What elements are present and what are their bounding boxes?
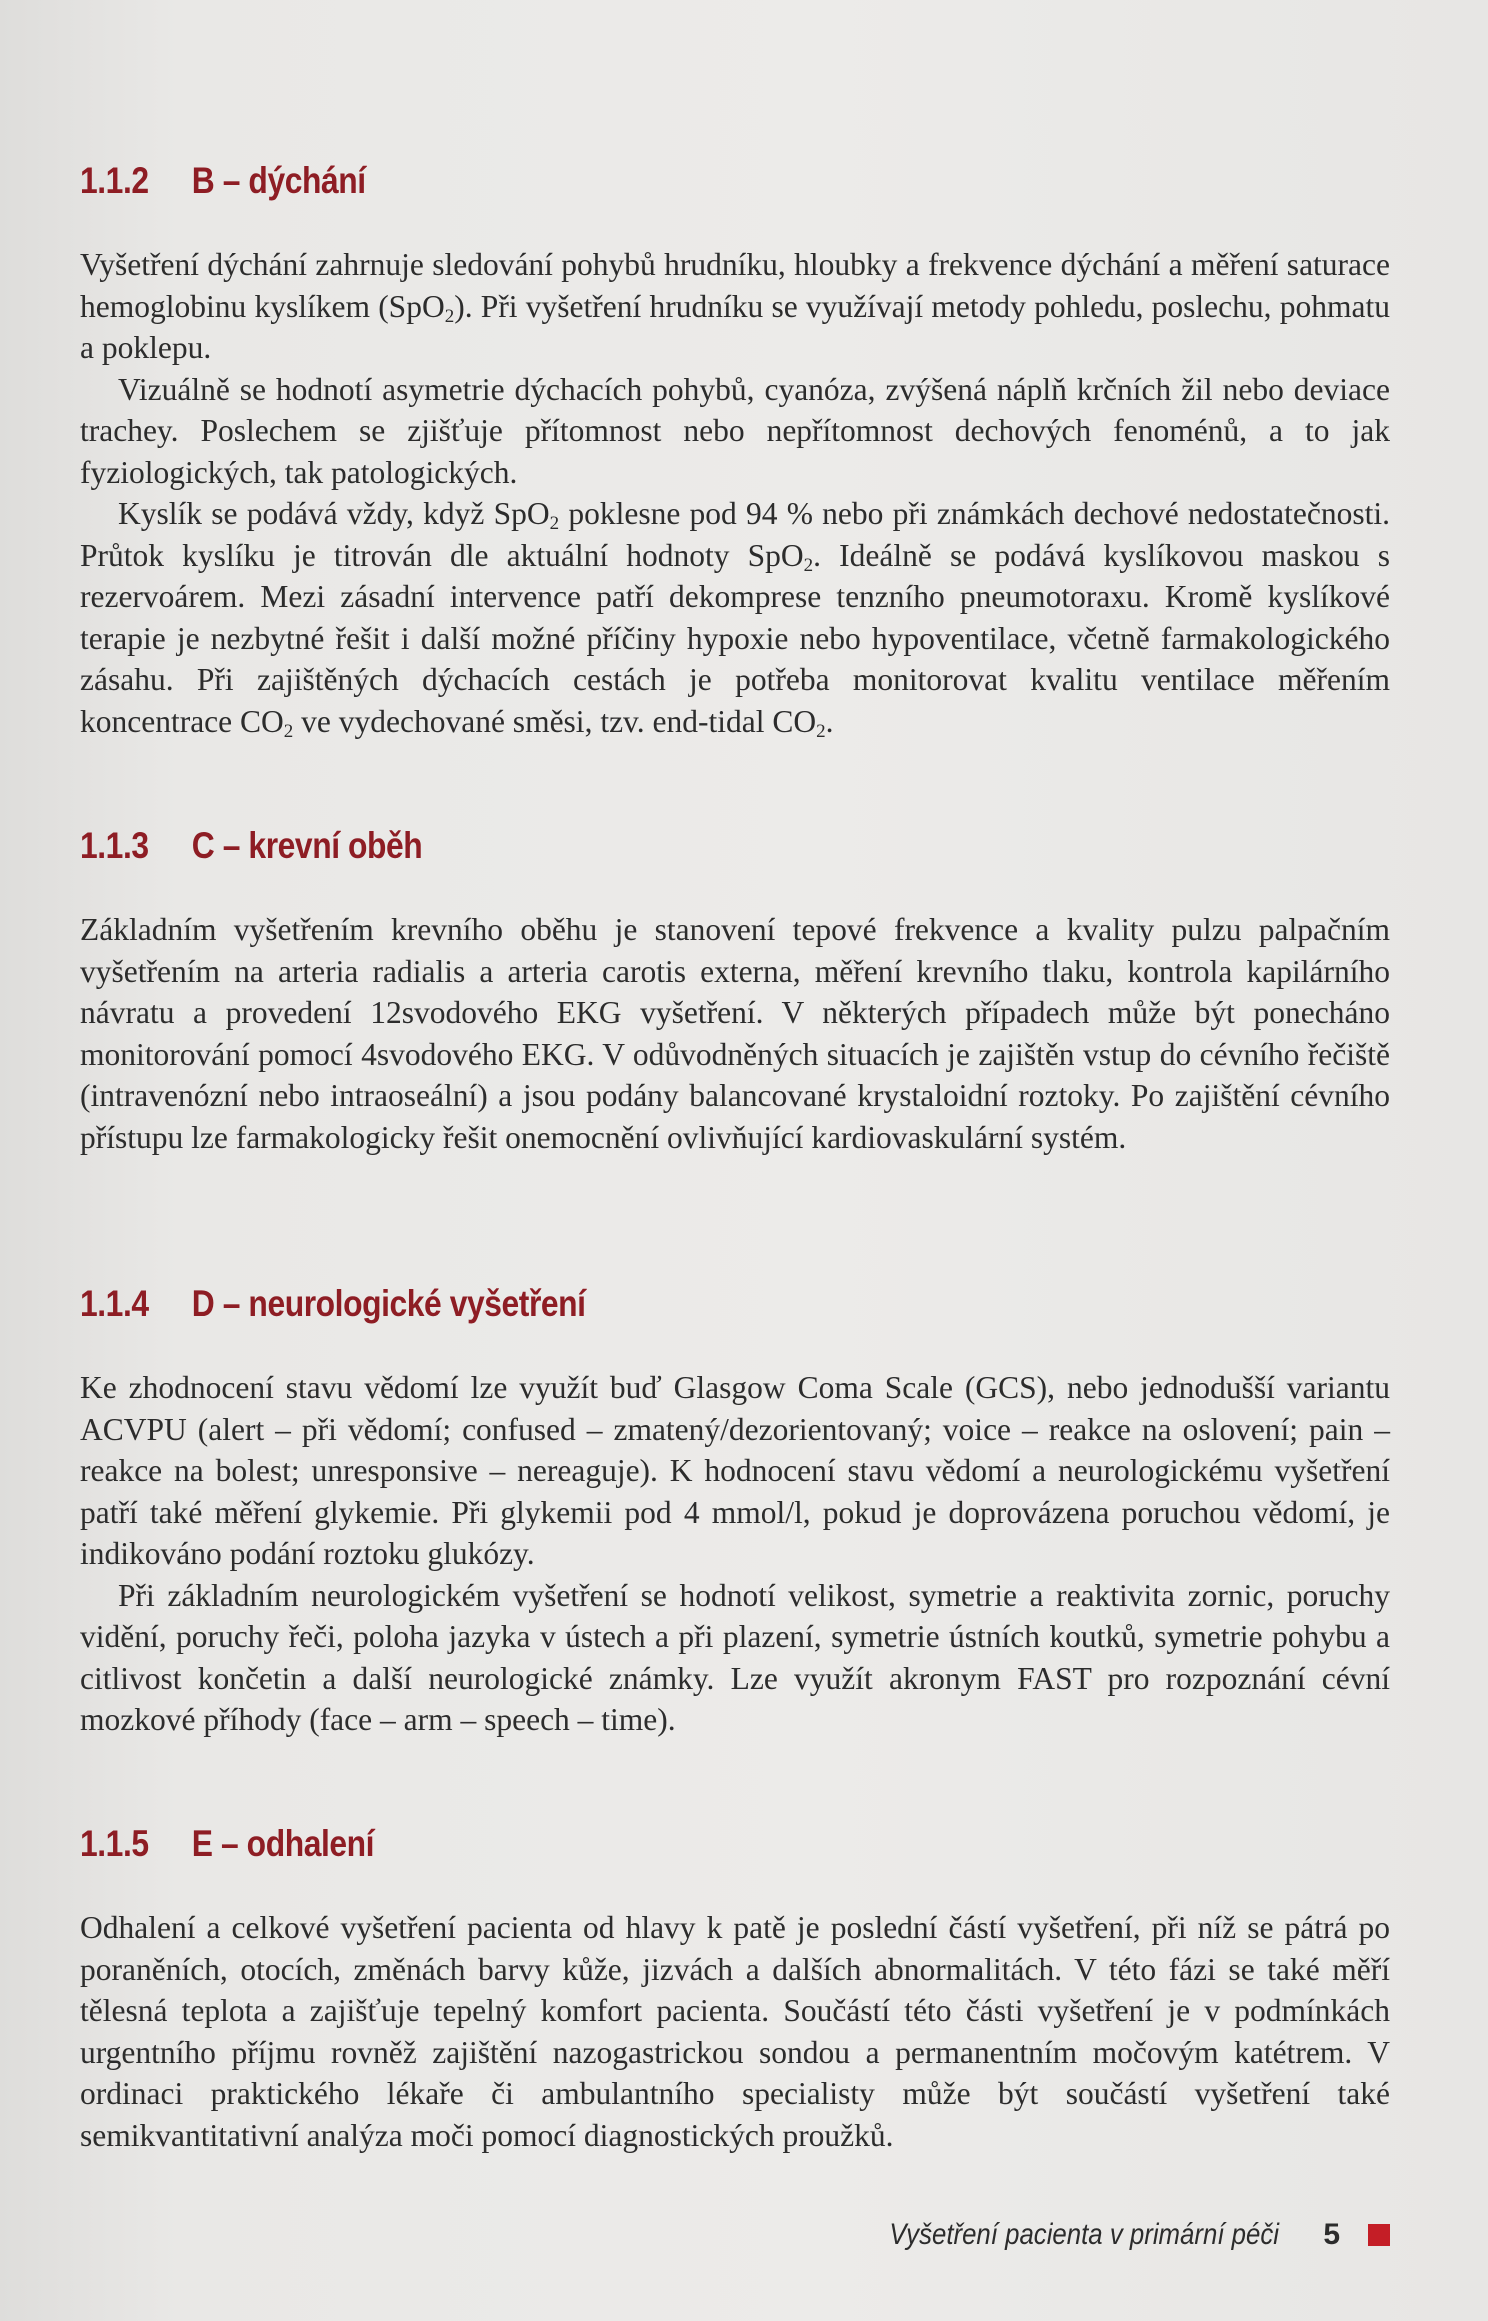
page-footer [600,2218,1390,2252]
section-exposure [80,1823,1390,2156]
section-title: E – odhalení [191,1823,375,1864]
page-number: 5 [1323,2218,1340,2251]
paragraph: Základním vyšetřením krevního oběhu je stanovení tepové frekvence a kvality pulzu palpačním vyšetřením na arteria radialis a arteria carotis externa, měření krevního tlaku, kontrola kapilárního návratu a provedení 12svodového EKG vyšetření. V některých případech může být ponecháno monitorování pomocí 4svodového EKG. V odůvodněných situacích je zajištěn vstup do cévního řečiště (intravenózní nebo intraoseální) a jsou podány balancované krystaloidní roztoky. Po zajištění cévního přístupu lze farmakologicky řešit onemocnění ovlivňující kardiovaskulární systém. [80,912,1390,1155]
section-breathing [80,160,1390,742]
paragraph: Při základním neurologickém vyšetření se hodnotí velikost, symetrie a reaktivita zornic, poruchy vidění, poruchy řeči, poloha jazyka v ústech a při plazení, symetrie ústních koutků, symetrie pohybu a citlivost končetin a další neurologické známky. Lze využít akronym FAST pro rozpoznání cévní mozkové příhody (face – arm – speech – time). [80,1577,1390,1737]
paragraph: Vizuálně se hodnotí asymetrie dýchacích pohybů, cyanóza, zvýšená náplň krčních žil nebo deviace trachey. Poslechem se zjišťuje přítomnost nebo nepřítomnost dechových fenoménů, a to jak fyziologických, tak patologických. [80,371,1390,490]
section-title: C – krevní oběh [191,825,423,866]
section-heading [80,825,1207,867]
paragraph: Ke zhodnocení stavu vědomí lze využít buď Glasgow Coma Scale (GCS), nebo jednodušší variantu ACVPU (alert – při vědomí; confused – zmatený/dezorientovaný; voice – reakce na oslovení; pain – reakce na bolest; unresponsive – nereaguje). K hodnocení stavu vědomí a neurologickému vyšetření patří také měření glykemie. Při glykemii pod 4 mmol/l, pokud je doprovázena poruchou vědomí, je indikováno podání roztoku glukózy. [80,1370,1390,1571]
section-circulation [80,825,1390,1158]
section-title: D – neurologické vyšetření [191,1283,586,1324]
section-neurology [80,1283,1390,1741]
section-title: B – dýchání [191,160,366,201]
section-heading [80,1823,1207,1865]
page-marker-square [1368,2224,1390,2246]
paragraph: Vyšetření dýchání zahrnuje sledování pohybů hrudníku, hloubky a frekvence dýchání a měření saturace hemoglobinu kyslíkem (SpO$_2$). Při vyšetření hrudníku se využívají metody pohledu, poslechu, pohmatu a poklepu. [80,247,1390,365]
section-number: 1.1.5 [80,1823,149,1864]
running-head: Vyšetření pacienta v primární péči [889,2218,1280,2251]
section-number: 1.1.2 [80,160,149,201]
section-number: 1.1.3 [80,825,149,866]
section-heading [80,160,1207,202]
paragraph: Odhalení a celkové vyšetření pacienta od hlavy k patě je poslední částí vyšetření, při níž se pátrá po poraněních, otocích, změnách barvy kůže, jizvách a dalších abnormalitách. V této fázi se také měří tělesná teplota a zajišťuje tepelný komfort pacienta. Součástí této části vyšetření je v podmínkách urgentního příjmu rovněž zajištění nazogastrickou sondou a permanentním močovým katétrem. V ordinaci praktického lékaře či ambulantního specialisty může být součástí vyšetření také semikvantitativní analýza moči pomocí diagnostických proužků. [80,1910,1390,2153]
paragraph: Kyslík se podává vždy, když SpO$_2$ poklesne pod 94 % nebo při známkách dechové nedostatečnosti. Průtok kyslíku je titrován dle aktuální hodnoty SpO$_2$. Ideálně se podává kyslíkovou maskou s rezervoárem. Mezi zásadní intervence patří dekomprese tenzního pneumotoraxu. Kromě kyslíkové terapie je nezbytné řešit i další možné příčiny hypoxie nebo hypoventilace, včetně farmakologického zásahu. Při zajištěných dýchacích cestách je potřeba monitorovat kvalitu ventilace měřením koncentrace $CO_2$ ve vydechované směsi, tzv. end-tidal $CO_2$. [80,496,1390,742]
section-heading [80,1283,1207,1325]
section-number: 1.1.4 [80,1283,149,1324]
